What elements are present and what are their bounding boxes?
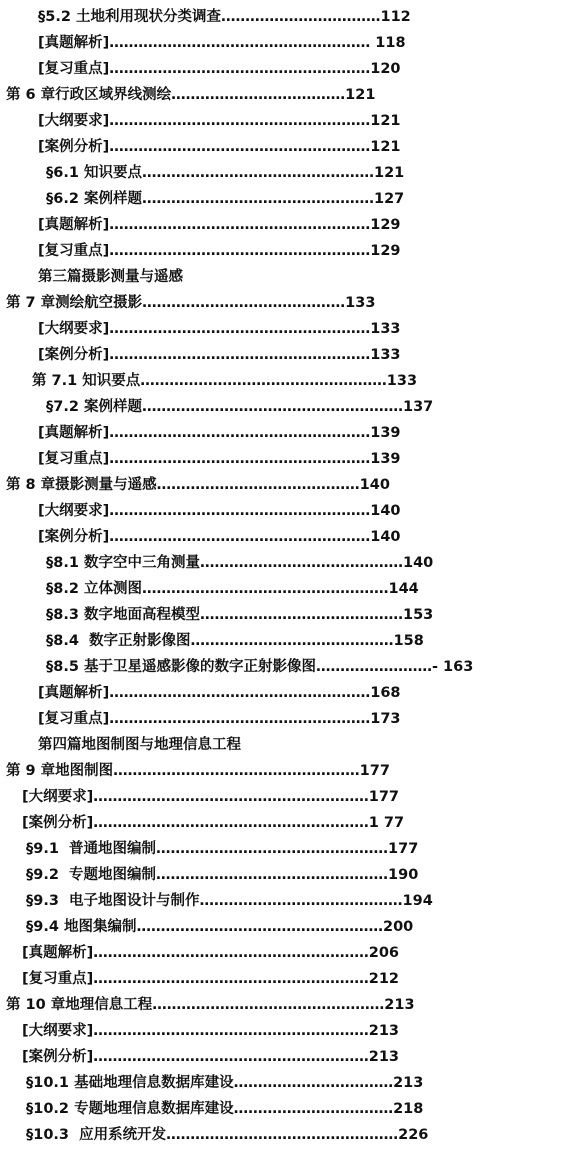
toc-line: [26, 1096, 423, 1122]
toc-line-text: [案例分析]…………………………………………………1 77: [22, 815, 405, 831]
toc-line-text: §8.5 基于卫星遥感影像的数字正射影像图……………………- 163: [46, 659, 474, 675]
toc-line-text: [案例分析]…………………………………………………213: [22, 1049, 400, 1065]
toc-line: [46, 576, 419, 602]
toc-line: [38, 212, 401, 238]
toc-line-text: 第 8 章摄影测量与遥感……………………………………140: [6, 477, 390, 493]
toc-line-text: [真题解析]…………………………………………………206: [22, 945, 400, 961]
toc-line-text: §8.3 数字地面高程模型……………………………………153: [46, 607, 434, 623]
toc-line-text: [案例分析]………………………………………………140: [38, 529, 401, 545]
toc-line: [26, 1070, 423, 1096]
toc-line-text: §10.3 应用系统开发…………………………………………226: [26, 1127, 429, 1143]
toc-line-text: §7.2 案例样题………………………………………………137: [46, 399, 434, 415]
toc-line: [38, 706, 401, 732]
toc-line: [22, 810, 404, 836]
toc-line-text: §6.2 案例样题…………………………………………127: [46, 191, 405, 207]
toc-line: [6, 82, 375, 108]
toc-line-text: 第四篇地图制图与地理信息工程: [38, 737, 241, 753]
toc-line-text: [真题解析]………………………………………………168: [38, 685, 401, 701]
toc-line: [46, 602, 433, 628]
toc-line: [6, 758, 390, 784]
toc-line-text: §9.4 地图集编制……………………………………………200: [26, 919, 414, 935]
toc-line: [38, 498, 401, 524]
toc-line: [38, 732, 241, 758]
toc-line: [46, 160, 404, 186]
toc-line-text: §9.2 专题地图编制…………………………………………190: [26, 867, 419, 883]
toc-line: [38, 4, 411, 30]
toc-line: [46, 628, 424, 654]
toc-line: [38, 446, 401, 472]
toc-line: [22, 1018, 399, 1044]
toc-line: [22, 966, 399, 992]
toc-line: [46, 186, 404, 212]
toc-line-text: [复习重点]………………………………………………139: [38, 451, 401, 467]
toc-line-text: [真题解析]……………………………………………… 118: [38, 35, 406, 51]
toc-line: [38, 342, 401, 368]
toc-line-text: §9.1 普通地图编制…………………………………………177: [26, 841, 419, 857]
toc-line: [46, 654, 473, 680]
toc-line: [38, 316, 401, 342]
toc-line-text: 第 7.1 知识要点……………………………………………133: [32, 373, 418, 389]
toc-line-text: §10.1 基础地理信息数据库建设……………………………213: [26, 1075, 424, 1091]
toc-line-text: §9.3 电子地图设计与制作……………………………………194: [26, 893, 433, 909]
toc-line: [38, 30, 406, 56]
toc-line-text: §5.2 土地利用现状分类调查……………………………112: [38, 9, 411, 25]
toc-line-text: [大纲要求]…………………………………………………177: [22, 789, 400, 805]
toc-line-text: §6.1 知识要点…………………………………………121: [46, 165, 405, 181]
toc-line-text: 第 9 章地图制图……………………………………………177: [6, 763, 390, 779]
toc-line-text: §8.2 立体测图……………………………………………144: [46, 581, 419, 597]
toc-line-text: [大纲要求]………………………………………………133: [38, 321, 401, 337]
toc-line: [26, 914, 413, 940]
toc-line: [6, 992, 415, 1018]
toc-line: [6, 290, 375, 316]
toc-line: [38, 420, 401, 446]
toc-line-text: [真题解析]………………………………………………139: [38, 425, 401, 441]
toc-line-text: [案例分析]………………………………………………121: [38, 139, 401, 155]
toc-line-text: §8.4 数字正射影像图……………………………………158: [46, 633, 424, 649]
toc-line-text: 第 7 章测绘航空摄影……………………………………133: [6, 295, 376, 311]
toc-line-text: [复习重点]………………………………………………120: [38, 61, 401, 77]
toc-line-text: §8.1 数字空中三角测量……………………………………140: [46, 555, 434, 571]
toc-line-text: 第三篇摄影测量与遥感: [38, 269, 183, 285]
toc-line-text: §10.2 专题地理信息数据库建设……………………………218: [26, 1101, 424, 1117]
toc-line: [38, 524, 401, 550]
toc-line-text: [复习重点]………………………………………………173: [38, 711, 401, 727]
toc-line: [22, 940, 399, 966]
toc-line: [38, 238, 401, 264]
toc-line: [26, 888, 433, 914]
toc-line-text: [真题解析]………………………………………………129: [38, 217, 401, 233]
toc-line-text: [案例分析]………………………………………………133: [38, 347, 401, 363]
toc-line: [22, 784, 399, 810]
toc-line-text: [复习重点]………………………………………………129: [38, 243, 401, 259]
toc-line: [26, 1122, 428, 1148]
toc-line: [38, 108, 401, 134]
toc-line: [26, 836, 418, 862]
toc-line: [46, 550, 433, 576]
toc-line: [32, 368, 417, 394]
toc-line: [6, 472, 390, 498]
toc-line: [38, 56, 401, 82]
toc-line-text: [复习重点]…………………………………………………212: [22, 971, 400, 987]
toc-line-text: 第 6 章行政区域界线测绘………………………………121: [6, 87, 376, 103]
toc-line-text: 第 10 章地理信息工程…………………………………………213: [6, 997, 415, 1013]
toc-line-text: [大纲要求]………………………………………………121: [38, 113, 401, 129]
toc-line: [38, 264, 183, 290]
toc-line: [38, 134, 401, 160]
toc-line: [46, 394, 433, 420]
toc-line-text: [大纲要求]………………………………………………140: [38, 503, 401, 519]
toc-line: [26, 862, 418, 888]
toc-line-text: [大纲要求]…………………………………………………213: [22, 1023, 400, 1039]
toc-line: [38, 680, 401, 706]
toc-line: [22, 1044, 399, 1070]
